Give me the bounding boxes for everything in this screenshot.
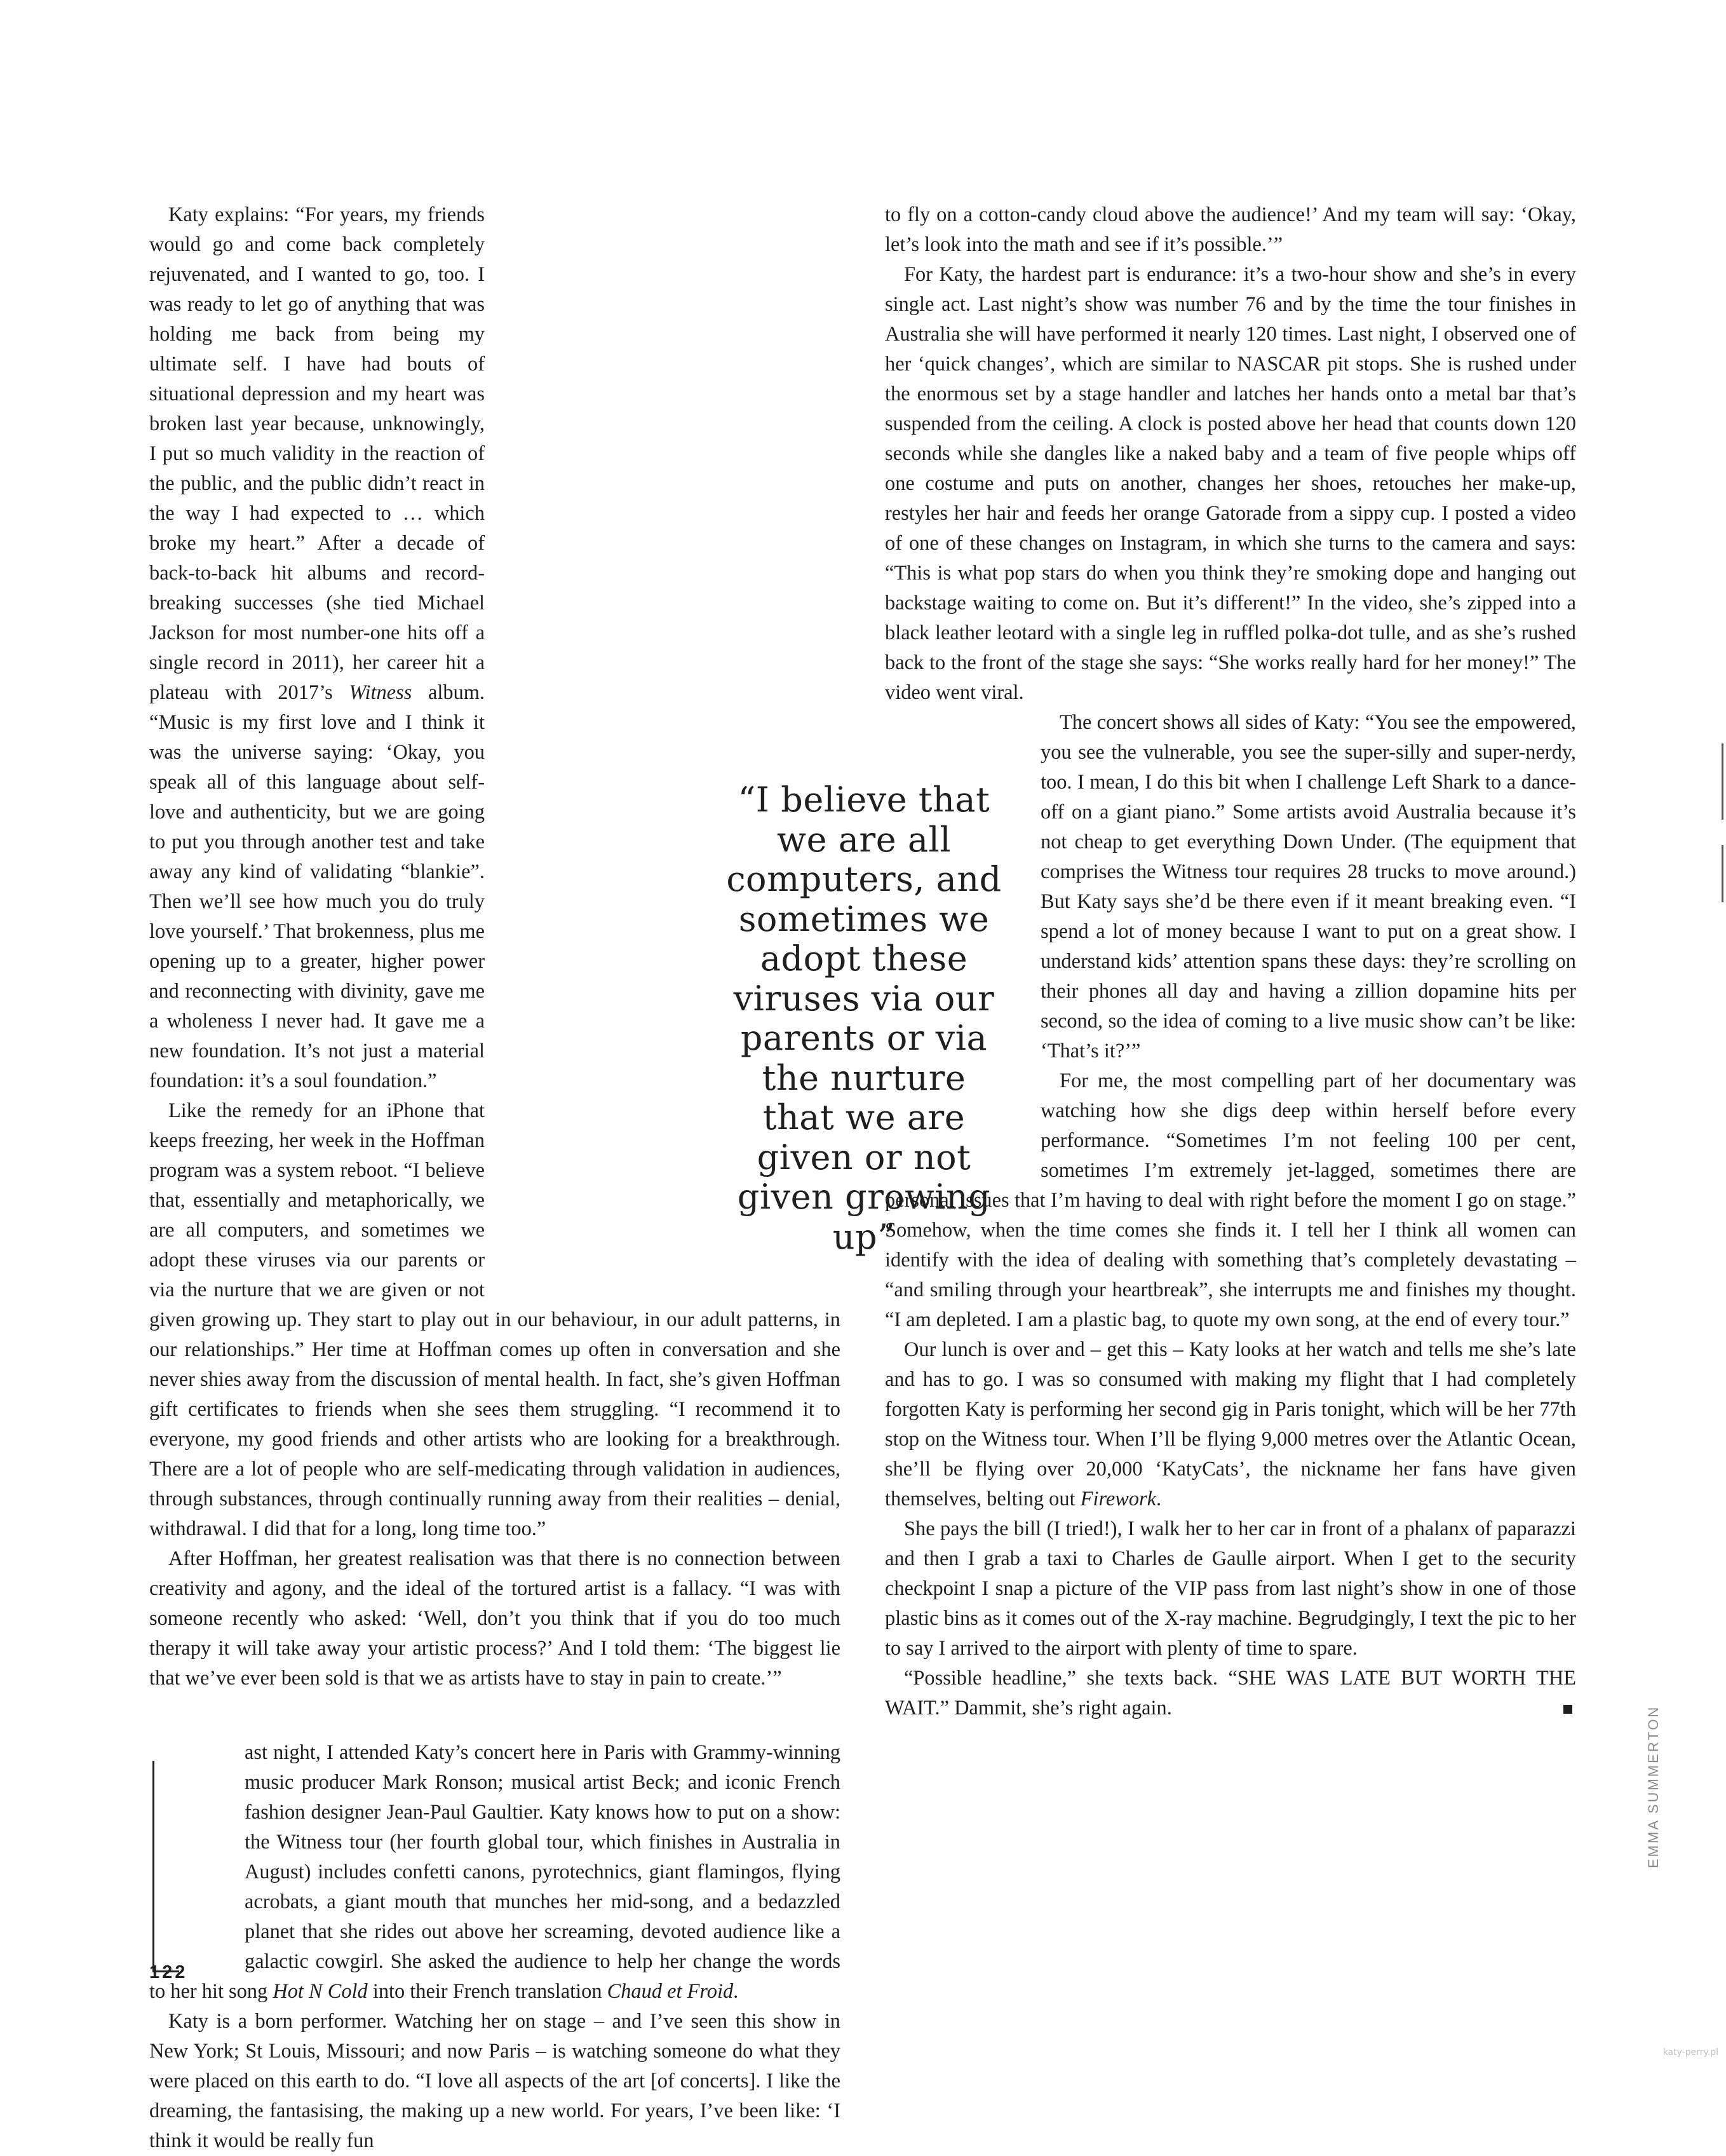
right-paragraph-2: For Katy, the hardest part is endurance: it’s a two-hour show and she’s in every single act. Last night’s show was number 76 and by the time the tour finishes in Australia she will have performed it nearly 120 times. Last night, I observed one of her ‘quick changes’, which are similar to NASCAR pit stops. She is rushed under the enormous set by a stage handler and latches her hands onto a metal bar that’s suspended from the ceiling. A clock is posted above her head that counts down 120 seconds while she dangles like a naked baby and a team of five people whips off one costume and puts on another, changes her shoes, retouches her make-up, restyles her hair and feeds her orange Gatorade from a sippy cup. I posted a video of one of these changes on Instagram, in which she turns to the camera and says: “This is what pop stars do when you think they’re smoking dope and hanging out backstage waiting to come on. But it’s different!” In the video, she’s zipped into a black leather leotard with a single leg in ruffled polka-dot tulle, and as she’s rushed back to the front of the stage she says: “She works really hard for her money!” The video went viral.	[885, 263, 1576, 704]
right-paragraph-7: “Possible headline,” she texts back. “SHE WAS LATE BUT WORTH THE WAIT.” Dammit, she’s right again.	[885, 1667, 1576, 1719]
photo-credit: EMMA SUMMERTON	[1645, 1705, 1661, 1868]
section-break	[149, 1693, 840, 1738]
page-number: 122	[149, 1962, 188, 1983]
left-paragraph-1: Katy explains: “For years, my friends would go and come back completely rejuvenated, and I wanted to go, too. I was ready to let go of anything that was holding me back from being my ultimate self. I have had bouts of situational depression and my heart was broken last year because, unknowingly, I put so much validity in the reaction of the public, and the public didn’t react in the way I had expected to … which broke my heart.” After a decade of back-to-back hit albums and record-breaking successes (she tied Michael Jackson for most number-one hits off a single record in 2011), her career hit a plateau with 2017’s Witness album. “Music is my first love and I think it was the universe saying: ‘Okay, you speak all of this language about self-love and authenticity, but we are going to put you through another test and take away any kind of validating “blankie”. Then we’ll see how much you do truly love yourself.’ That brokenness, plus me opening up to a greater, higher power and reconnecting with divinity, gave me a wholeness I never had. It gave me a new foundation. It’s not just a material foundation: it’s a soul foundation.”	[149, 203, 485, 1092]
left-paragraph-2: Like the remedy for an iPhone that keeps freezing, her week in the Hoffman program was a system reboot. “I believe that, essentially and metaphorically, we are all computers, and sometimes we adopt these viruses via our parents or via the nurture that we are given or not given growing up. They start to play out in our behaviour, in our adult patterns, in our relationships.” Her time at Hoffman comes up often in conversation and she never shies away from the discussion of mental health. In fact, she’s given Hoffman gift certificates to friends when she sees them struggling. “I recommend it to everyone, my good friends and other artists who are looking for a breakthrough. There are a lot of people who are self-medicating through validation in audiences, through substances, through continually running away from their realities – denial, withdrawal. I did that for a long, long time too.”	[149, 1099, 840, 1540]
left-paragraph-4: ast night, I attended Katy’s concert here in Paris with Grammy-winning music producer Mark Ronson; musical artist Beck; and iconic French fashion designer Jean-Paul Gaultier. Katy knows how to put on a show: the Witness tour (her fourth global tour, which finishes in Australia in August) includes confetti canons, pyrotechnics, giant flamingos, flying acrobats, a giant mouth that munches her mid-song, and a bedazzled planet that she rides out above her screaming, devoted audience like a galactic cowgirl. She asked the audience to help her change the words to her hit song Hot N Cold into their French translation Chaud et Froid.	[149, 1741, 840, 2003]
drop-cap-l	[149, 1738, 245, 1976]
right-paragraph-5: Our lunch is over and – get this – Katy looks at her watch and tells me she’s late and has to go. I was so consumed with making my flight that I had completely forgotten Katy is performing her second gig in Paris tonight, which will be her 77th stop on the Witness tour. When I’ll be flying 9,000 metres over the Atlantic Ocean, she’ll be flying over 20,000 ‘KatyCats’, the nickname her fans have given themselves, belting out Firework.	[885, 1338, 1576, 1510]
left-paragraph-5: Katy is a born performer. Watching her on stage – and I’ve seen this show in New York; St Louis, Missouri; and now Paris – is watching someone do what they were placed on this earth to do. “I love all aspects of the art [of concerts]. I like the dreaming, the fantasising, the making up a new world. For years, I’ve been like: ‘I think it would be really fun	[149, 2010, 840, 2152]
page-edge-mark	[1722, 845, 1723, 902]
right-paragraph-3: The concert shows all sides of Katy: “You see the empowered, you see the vulnerable, you see the super-silly and super-nerdy, too. I mean, I do this bit when I challenge Left Shark to a dance-off on a giant piano.” Some artists avoid Australia because it’s not cheap to get everything Down Under. (The equipment that comprises the Witness tour requires 28 trucks to move around.) But Katy says she’d be there even if it meant breaking even. “I spend a lot of money because I want to put on a great show. I understand kids’ attention spans these days: they’re scrolling on their phones all day and having a zillion dopamine hits per second, so the idea of coming to a live music show can’t be like: ‘That’s it?’”	[1041, 711, 1576, 1062]
watermark: katy-perry.pl	[1662, 2047, 1718, 2058]
page-edge-mark	[1722, 743, 1723, 820]
left-paragraph-3: After Hoffman, her greatest realisation was that there is no connection between creativity and agony, and the ideal of the tortured artist is a fallacy. “I was with someone recently who asked: ‘Well, don’t you think that if you do too much therapy it will take away your artistic process?’ And I told them: ‘The biggest lie that we’ve ever been sold is that we as artists have to stay in pain to create.’”	[149, 1547, 840, 1690]
right-paragraph-4: For me, the most compelling part of her documentary was watching how she digs deep within herself before every performance. “Sometimes I’m not feeling 100 per cent, sometimes I’m extremely jet-lagged, sometimes there are personal issues that I’m having to deal with right before the moment I go on stage.” Somehow, when the time comes she finds it. I tell her I think all women can identify with the idea of dealing with something that’s completely devastating – “and smiling through your heartbreak”, she interrupts me and finishes my thought. “I am depleted. I am a plastic bag, to quote my own song, at the end of every tour.”	[885, 1069, 1576, 1331]
right-paragraph-6: She pays the bill (I tried!), I walk her to her car in front of a phalanx of paparazzi and then I grab a taxi to Charles de Gaulle airport. When I get to the security checkpoint I snap a picture of the VIP pass from last night’s show in one of those plastic bins as it comes out of the X-ray machine. Begrudgingly, I text the pic to her to say I arrived to the airport with plenty of time to spare.	[885, 1517, 1576, 1660]
right-paragraph-1: to fly on a cotton-candy cloud above the audience!’ And my team will say: ‘Okay, let’s look into the math and see if it’s possible.’”	[885, 203, 1576, 256]
end-mark	[1563, 1705, 1572, 1714]
pull-quote: “I believe that we are all computers, and sometimes we adopt these viruses via our parents or via the nurture that we are given or not given growing up”	[726, 780, 1002, 1257]
